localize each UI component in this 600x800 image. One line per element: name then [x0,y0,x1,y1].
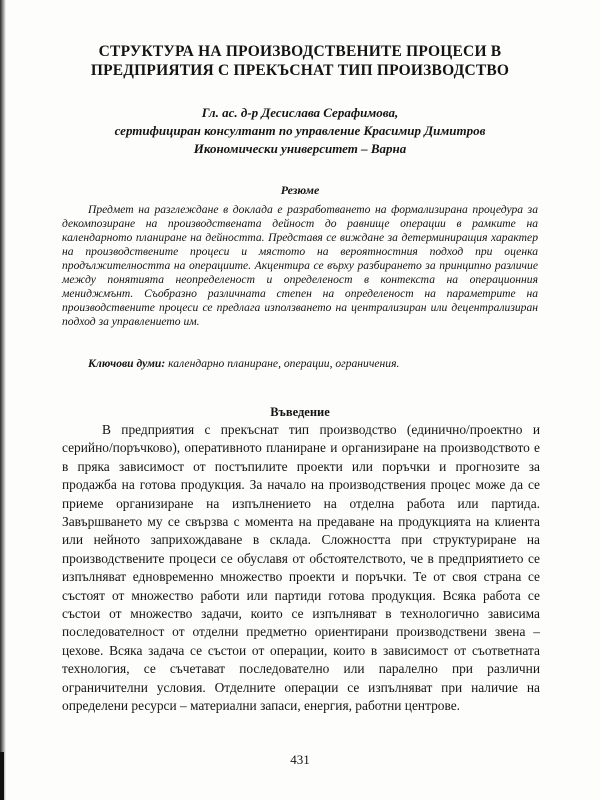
section-heading-introduction: Въведение [270,405,330,419]
keywords [88,357,548,370]
abstract-text: Предмет на разглеждане в доклада е разработването на формализирана процедура за декомпозиране на производствената дейност до равнище операции в рамките на календарното планиране на дейността. Представя се виждане за детерминиращия характер на производствените процеси и мястото на вероятностния подход при оценка продължителността на операциите. Акцентира се върху разбирането за принципно различие между понятията неопределеност и определеност в контекста на операционния мениджмънт. Съобразно различната степен на определеност на параметрите на производствените процеси се предлага използването на централизиран или децентрализиран подход за управлението им. [62,203,538,328]
abstract-heading: Резюме [280,183,320,197]
keywords-label: Ключови думи: [88,357,166,370]
keywords-text: календарно планиране, операции, ограничения. [168,357,400,370]
introduction-paragraph: В предприятия с прекъснат тип производство (единично/проектно и серийно/поръчково), оперативното планиране и организиране на производството е в пряка зависимост от постъпилите проекти или поръчки и прогнозите за продажба на готова продукция. За начало на производствения процес може да се приеме организиране на изпълнението на отделна работа или партида. Завършването му се свързва с момента на предаване на продукцията на клиента или нейното заприхождаване в склада. Сложността при структуриране на производствените процеси се обуславя от обстоятелството, че в предприятието се изпълняват едновременно множество проекти и поръчки. Те от своя страна се състоят от множество работи или партиди готова продукция. Всяка работа се състои от множество задачи, които се изпълняват в технологично зависима последователност от отделни предметно ориентирани производствени звена – цехове. Всяка задача се състои от операции, които в зависимост от съответната технология, се съчетават последователно или паралелно при различни ограничителни условия. Отделните операции се изпълняват при наличие на определени ресурси – материални запаси, енергия, работни центрове. [62,422,540,714]
author-line-2: сертифициран консултант по управление Красимир Димитров [114,123,486,138]
scan-edge-shadow [0,0,6,800]
author-block [40,104,560,158]
author-line-1: Гл. ас. д-р Десислава Серафимова, [201,105,399,120]
paper-title: СТРУКТУРА НА ПРОИЗВОДСТВЕНИТЕ ПРОЦЕСИ В ПРЕДПРИЯТИЯ С ПРЕКЪСНАТ ТИП ПРОИЗВОДСТВО [90,43,510,79]
page-number: 431 [290,752,310,767]
affiliation: Икономически университет – Варна [193,141,407,156]
